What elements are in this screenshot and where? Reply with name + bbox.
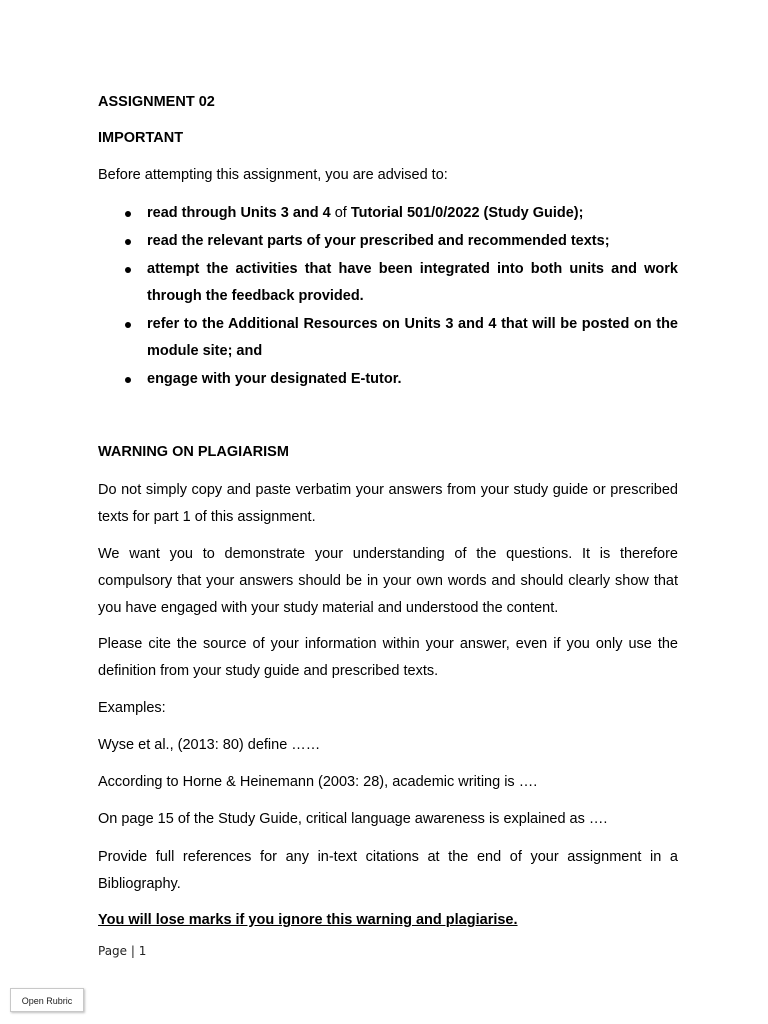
bullet-icon — [125, 211, 131, 217]
bullet-text: attempt the activities that have been integrated into both units and work through the feedback provided. — [147, 261, 678, 304]
bullet-text: refer to the Additional Resources on Units 3 and 4 that will be posted on the module site; and — [147, 316, 678, 359]
example-citation-3: On page 15 of the Study Guide, critical language awareness is explained as …. — [98, 811, 608, 827]
page-number: Page | 1 — [98, 944, 147, 958]
bullet-text: engage with your designated E-tutor. — [147, 371, 402, 387]
bullet-text: read the relevant parts of your prescribed and recommended texts; — [147, 233, 610, 249]
bullet-icon — [125, 377, 131, 383]
open-rubric-button[interactable]: Open Rubric — [10, 988, 84, 1012]
examples-label: Examples: — [98, 700, 166, 716]
list-item — [98, 228, 678, 255]
bullet-icon — [125, 239, 131, 245]
example-citation-1: Wyse et al., (2013: 80) define …… — [98, 737, 321, 753]
list-item — [98, 366, 678, 393]
bullet-text-mid: of — [330, 205, 351, 221]
bullet-text-post: Tutorial 501/0/2022 (Study Guide); — [350, 205, 584, 221]
bullet-icon — [125, 322, 131, 328]
demonstrate-paragraph: We want you to demonstrate your understanding of the questions. It is therefore compulsory that your answers should be in your own words and should clearly show that you have engaged with your study material and understood the content. — [98, 546, 678, 616]
list-item — [98, 311, 678, 365]
intro-paragraph: Before attempting this assignment, you are advised to: — [98, 167, 448, 183]
list-item — [98, 200, 678, 227]
references-paragraph: Provide full references for any in-text citations at the end of your assignment in a Bibliography. — [98, 849, 678, 892]
advice-list — [98, 200, 678, 394]
important-heading: IMPORTANT — [98, 130, 184, 146]
copy-warning-paragraph: Do not simply copy and paste verbatim your answers from your study guide or prescribed texts for part 1 of this assignment. — [98, 482, 678, 525]
list-item — [98, 256, 678, 310]
bullet-text-pre: read through Units 3 and 4 — [147, 205, 331, 221]
cite-paragraph: Please cite the source of your information within your answer, even if you only use the definition from your study guide and prescribed texts. — [98, 636, 678, 679]
plagiarism-heading: WARNING ON PLAGIARISM — [98, 444, 289, 460]
bullet-icon — [125, 267, 131, 273]
final-warning: You will lose marks if you ignore this warning and plagiarise. — [98, 912, 518, 928]
assignment-title: ASSIGNMENT 02 — [98, 94, 215, 110]
example-citation-2: According to Horne & Heinemann (2003: 28), academic writing is …. — [98, 774, 538, 790]
